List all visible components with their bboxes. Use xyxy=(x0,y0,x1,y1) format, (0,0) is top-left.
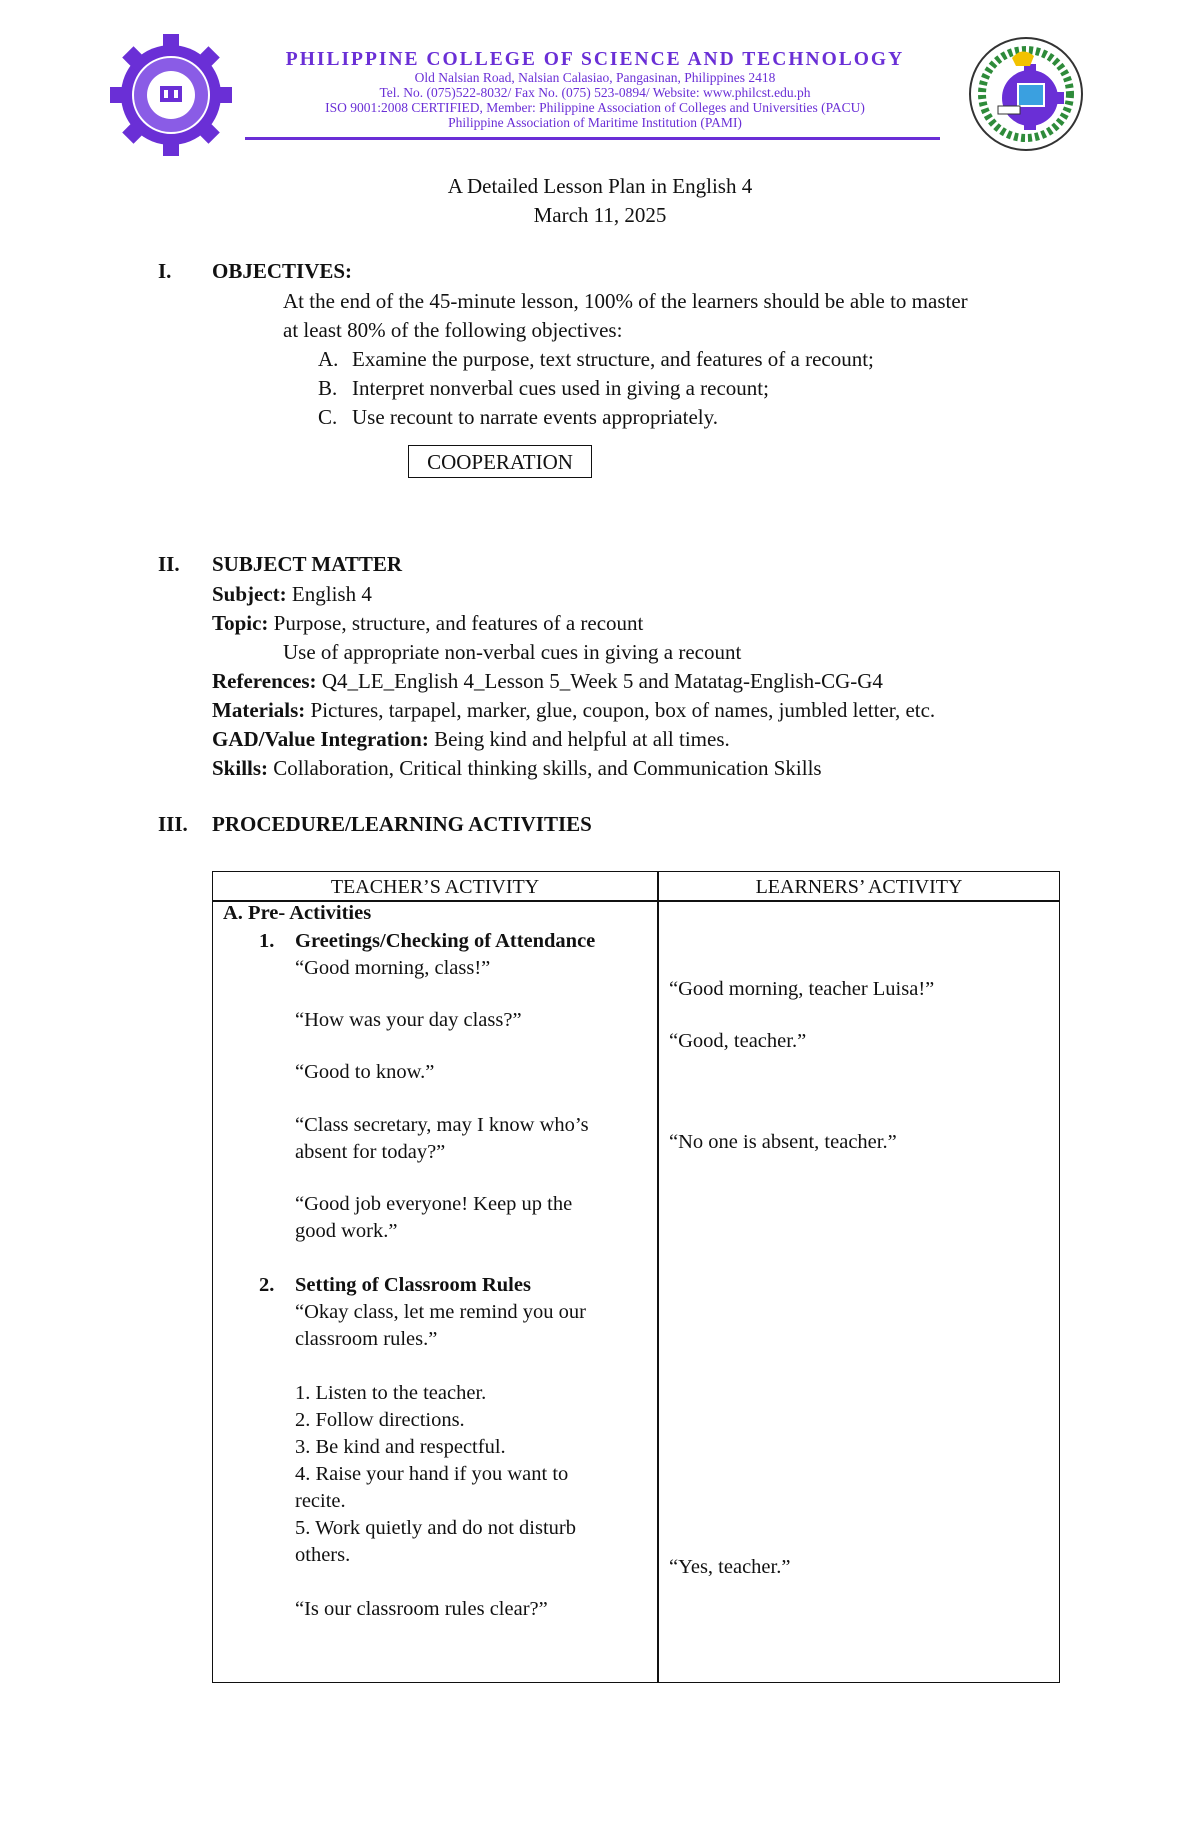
skills-value: Collaboration, Critical thinking skills, and Communication Skills xyxy=(273,756,822,780)
step-rules-title: Setting of Classroom Rules xyxy=(295,1274,531,1296)
teacher-line: absent for today?” xyxy=(295,1141,446,1163)
topic-line-2: Use of appropriate non-verbal cues in giving a recount xyxy=(283,640,742,664)
rule-item: 4. Raise your hand if you want to xyxy=(295,1463,569,1485)
gad-label: GAD/Value Integration: xyxy=(212,727,429,751)
subject-value: English 4 xyxy=(291,582,372,606)
value-integration-box: COOPERATION xyxy=(408,445,592,478)
step-greetings-title: Greetings/Checking of Attendance xyxy=(295,930,596,952)
teacher-line: “Class secretary, may I know who’s xyxy=(295,1114,589,1136)
college-name: PHILIPPINE COLLEGE OF SCIENCE AND TECHNOLOGY xyxy=(285,49,905,70)
learner-line: “No one is absent, teacher.” xyxy=(669,1131,897,1153)
teacher-line: “Good morning, class!” xyxy=(295,957,491,979)
step-number: 1. xyxy=(259,930,275,952)
objective-text: Interpret nonverbal cues used in giving a recount; xyxy=(352,376,769,400)
college-iso: ISO 9001:2008 CERTIFIED, Member: Philippine Association of Colleges and Universities (PACU) xyxy=(325,100,865,115)
procedure-numeral: III. xyxy=(158,812,188,836)
objectives-intro xyxy=(283,287,1063,345)
subject-matter-heading: SUBJECT MATTER xyxy=(212,552,403,576)
learner-activity-header: LEARNERS’ ACTIVITY xyxy=(755,876,963,898)
references-line xyxy=(212,667,883,696)
objective-text: Use recount to narrate events appropriately. xyxy=(352,405,718,429)
teacher-line: classroom rules.” xyxy=(295,1328,438,1350)
skills-label: Skills: xyxy=(212,756,269,780)
teacher-line: good work.” xyxy=(295,1220,398,1242)
objective-letter: B. xyxy=(318,376,338,400)
learner-line: “Good, teacher.” xyxy=(669,1030,807,1052)
objective-letter: A. xyxy=(318,347,339,371)
rule-item: 3. Be kind and respectful. xyxy=(295,1436,506,1458)
teacher-line: “Okay class, let me remind you our xyxy=(295,1301,586,1323)
learner-line: “Good morning, teacher Luisa!” xyxy=(669,978,935,1000)
document-date: March 11, 2025 xyxy=(533,203,667,227)
step-number: 2. xyxy=(259,1274,275,1296)
teacher-line: “Good job everyone! Keep up the xyxy=(295,1193,573,1215)
procedure-heading: PROCEDURE/LEARNING ACTIVITIES xyxy=(212,812,592,836)
subject-line xyxy=(212,580,372,609)
objectives-numeral: I. xyxy=(158,259,172,283)
teacher-line: “Is our classroom rules clear?” xyxy=(295,1598,548,1620)
teacher-activity-header: TEACHER’S ACTIVITY xyxy=(330,876,540,898)
references-value: Q4_LE_English 4_Lesson 5_Week 5 and Matatag-English-CG-G4 xyxy=(321,669,883,693)
college-address: Old Nalsian Road, Nalsian Calasiao, Pangasinan, Philippines 2418 xyxy=(414,70,776,85)
college-pami: Philippine Association of Maritime Institution (PAMI) xyxy=(448,115,742,130)
document-title: A Detailed Lesson Plan in English 4 xyxy=(447,174,753,198)
objectives-heading: OBJECTIVES: xyxy=(212,259,353,283)
subject-matter-numeral: II. xyxy=(158,552,180,576)
header-divider xyxy=(245,137,940,140)
rule-item: others. xyxy=(295,1544,351,1566)
objective-text: Examine the purpose, text structure, and features of a recount; xyxy=(352,347,874,371)
college-contact: Tel. No. (075)522-8032/ Fax No. (075) 523-0894/ Website: www.philcst.edu.ph xyxy=(379,85,811,100)
materials-line xyxy=(212,696,935,725)
materials-value: Pictures, tarpapel, marker, glue, coupon, box of names, jumbled letter, etc. xyxy=(310,698,936,722)
college-seal-right xyxy=(968,36,1084,152)
document-title-block xyxy=(0,172,1200,230)
rule-item: 2. Follow directions. xyxy=(295,1409,465,1431)
rule-item: recite. xyxy=(295,1490,346,1512)
teacher-line: “How was your day class?” xyxy=(295,1009,522,1031)
college-seal-left xyxy=(108,32,234,158)
topic-value: Purpose, structure, and features of a recount xyxy=(273,611,644,635)
objective-letter: C. xyxy=(318,405,338,429)
activity-table xyxy=(212,871,1060,1683)
learner-line: “Yes, teacher.” xyxy=(669,1556,791,1578)
rule-item: 5. Work quietly and do not disturb xyxy=(295,1517,576,1539)
section-pre-activities: A. Pre- Activities xyxy=(223,902,372,924)
skills-line xyxy=(212,754,822,783)
subject-label: Subject: xyxy=(212,582,287,606)
topic-label: Topic: xyxy=(212,611,269,635)
topic-line xyxy=(212,609,643,638)
objectives-intro-line2: at least 80% of the following objectives: xyxy=(283,318,623,342)
gad-value: Being kind and helpful at all times. xyxy=(434,727,730,751)
letterhead xyxy=(250,50,940,130)
rule-item: 1. Listen to the teacher. xyxy=(295,1382,487,1404)
teacher-line: “Good to know.” xyxy=(295,1061,435,1083)
materials-label: Materials: xyxy=(212,698,306,722)
objectives-intro-line1: At the end of the 45-minute lesson, 100% of the learners should be able to master xyxy=(283,289,968,313)
references-label: References: xyxy=(212,669,317,693)
table-column-divider xyxy=(657,872,659,1682)
gad-line xyxy=(212,725,730,754)
